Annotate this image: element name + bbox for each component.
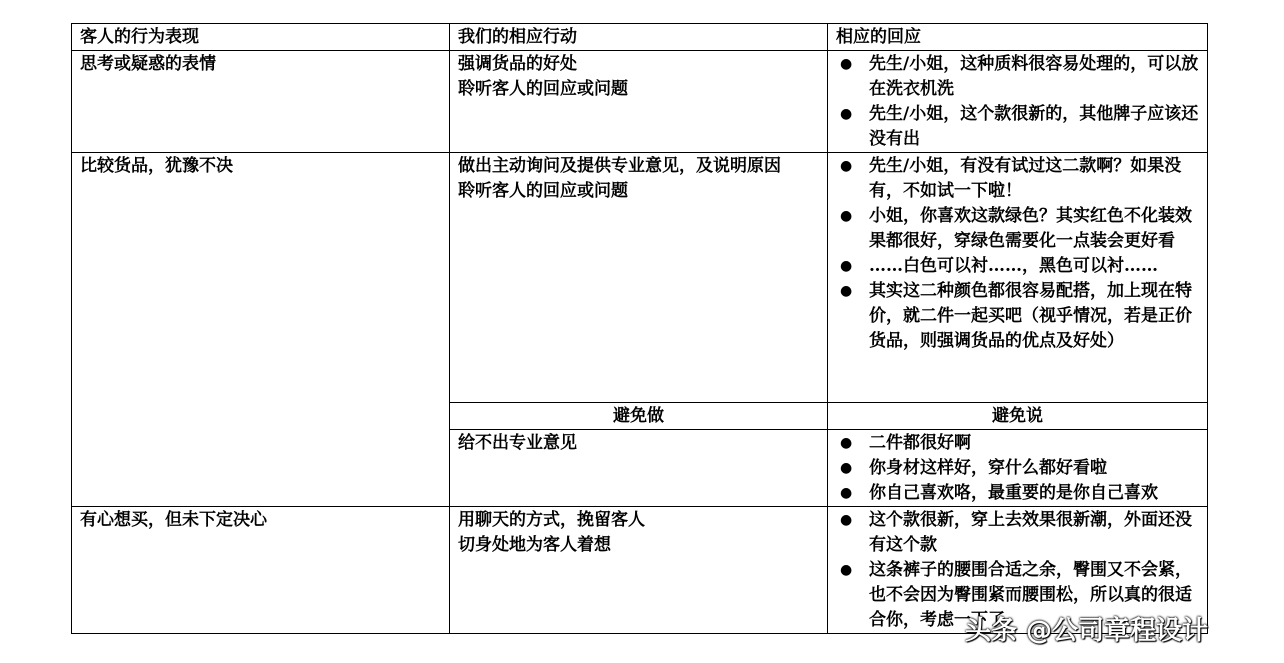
- customer-response-table: [71, 23, 1208, 634]
- response-item: ● ……白色可以衬……，黑色可以衬……: [836, 254, 1199, 279]
- avoid-do-line: 给不出专业意见: [458, 433, 577, 453]
- avoid-do-cell: [450, 430, 828, 507]
- response-cell: [828, 153, 1208, 403]
- response-item: ● 这条裤子的腰围合适之余，臀围又不会紧，也不会因为臀围紧而腰围松，所以真的很适合你，考虑一下了: [836, 558, 1199, 633]
- header-action: 我们的相应行动: [450, 24, 828, 51]
- behavior-cell: 有心想买，但未下定决心: [72, 507, 450, 634]
- table-row: [72, 153, 1208, 403]
- watermark-text: 头条 @公司章程设计: [965, 616, 1209, 646]
- action-line: 聆听客人的回应或问题: [458, 181, 628, 201]
- avoid-do-label: 避免做: [450, 403, 828, 430]
- response-item: ● 先生/小姐，这种质料很容易处理的，可以放在洗衣机洗: [836, 52, 1199, 102]
- action-cell: [450, 153, 828, 403]
- table-row: [72, 51, 1208, 153]
- table-header-row: [72, 24, 1208, 51]
- action-cell: [450, 51, 828, 153]
- response-item: ● 先生/小姐，有没有试过这二款啊？如果没有，不如试一下啦！: [836, 154, 1199, 204]
- avoid-say-item: ● 二件都很好啊: [836, 431, 1199, 456]
- avoid-say-item: ● 你身材这样好，穿什么都好看啦: [836, 456, 1199, 481]
- response-cell: [828, 51, 1208, 153]
- response-item: ● 先生/小姐，这个款很新的，其他牌子应该还没有出: [836, 102, 1199, 152]
- response-list: [836, 52, 1199, 152]
- behavior-cell: 比较货品，犹豫不决: [72, 153, 450, 507]
- action-line: 强调货品的好处: [458, 54, 577, 74]
- action-line: 做出主动询问及提供专业意见，及说明原因: [458, 156, 781, 176]
- avoid-say-label: 避免说: [828, 403, 1208, 430]
- header-response: 相应的回应: [828, 24, 1208, 51]
- action-line: 用聊天的方式，挽留客人: [458, 510, 645, 530]
- response-item: ● 小姐，你喜欢这款绿色？其实红色不化装效果都很好，穿绿色需要化一点装会更好看: [836, 204, 1199, 254]
- avoid-say-cell: [828, 430, 1208, 507]
- response-item: ● 这个款很新，穿上去效果很新潮，外面还没有这个款: [836, 508, 1199, 558]
- header-behavior: 客人的行为表现: [72, 24, 450, 51]
- action-line: 切身处地为客人着想: [458, 535, 611, 555]
- behavior-cell: 思考或疑惑的表情: [72, 51, 450, 153]
- avoid-say-list: [836, 431, 1199, 506]
- response-item: ● 其实这二种颜色都很容易配搭，加上现在特价，就二件一起买吧（视乎情况，若是正价货品，则强调货品的优点及好处）: [836, 279, 1199, 354]
- response-list: [836, 154, 1199, 354]
- action-cell: [450, 507, 828, 634]
- avoid-say-item: ● 你自己喜欢咯，最重要的是你自己喜欢: [836, 481, 1199, 506]
- action-line: 聆听客人的回应或问题: [458, 79, 628, 99]
